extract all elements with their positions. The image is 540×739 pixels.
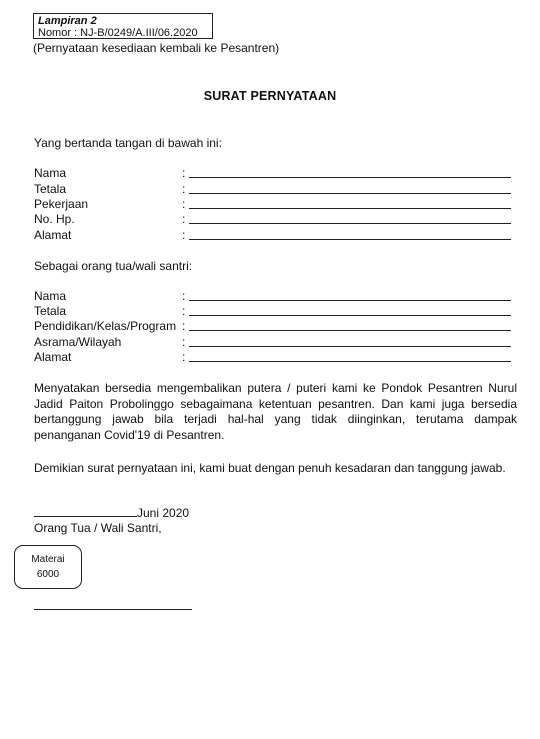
field-colon: :: [182, 350, 186, 364]
fill-line[interactable]: [189, 330, 511, 331]
document-number: Nomor : NJ-B/0249/A.III/06.2020: [38, 27, 198, 39]
form-row: [34, 182, 511, 197]
field-colon: :: [182, 304, 186, 318]
attachment-label: Lampiran 2: [38, 15, 97, 27]
field-label: Nama: [34, 289, 67, 303]
date-line: [34, 505, 189, 520]
guardian-intro: Sebagai orang tua/wali santri:: [34, 259, 193, 273]
form-row: [34, 350, 511, 365]
field-colon: :: [182, 166, 186, 180]
field-label: Pekerjaan: [34, 197, 89, 211]
fill-line[interactable]: [189, 346, 511, 347]
signature-line[interactable]: [34, 609, 192, 610]
field-label: Nama: [34, 166, 67, 180]
signer-role: Orang Tua / Wali Santri,: [34, 521, 162, 535]
field-colon: :: [182, 182, 186, 196]
form-row: [34, 166, 511, 181]
fill-line[interactable]: [189, 239, 511, 240]
field-label: No. Hp.: [34, 212, 75, 226]
fill-line[interactable]: [189, 193, 511, 194]
field-label: Pendidikan/Kelas/Program: [34, 319, 177, 333]
field-colon: :: [182, 335, 186, 349]
stamp-value: 6000: [36, 569, 60, 580]
form-row: [34, 228, 511, 243]
field-colon: :: [182, 197, 186, 211]
form-row: [34, 212, 511, 227]
form-row: [34, 289, 511, 304]
fill-line[interactable]: [189, 177, 511, 178]
field-label: Tetala: [34, 304, 67, 318]
stamp-label: Materai: [31, 554, 65, 565]
closing-paragraph: Demikian surat pernyataan ini, kami buat dengan penuh kesadaran dan tanggung jawab.: [34, 461, 506, 475]
fill-line[interactable]: [189, 361, 511, 362]
fill-line[interactable]: [189, 315, 511, 316]
attachment-box: [33, 13, 213, 39]
form-row: [34, 335, 511, 350]
field-label: Alamat: [34, 350, 72, 364]
field-label: Tetala: [34, 182, 67, 196]
field-label: Alamat: [34, 228, 72, 242]
intro-text: Yang bertanda tangan di bawah ini:: [34, 136, 222, 150]
fill-line[interactable]: [189, 223, 511, 224]
date-blank[interactable]: [34, 505, 137, 517]
field-colon: :: [182, 228, 186, 242]
fill-line[interactable]: [189, 300, 511, 301]
form-row: [34, 304, 511, 319]
field-colon: :: [182, 319, 186, 333]
document-title: SURAT PERNYATAAN: [203, 89, 337, 103]
fill-line[interactable]: [189, 208, 511, 209]
form-row: [34, 197, 511, 212]
field-colon: :: [182, 289, 186, 303]
form-row: [34, 319, 511, 334]
date-suffix: Juni 2020: [137, 506, 190, 520]
statement-paragraph: Menyatakan bersedia mengembalikan putera / puteri kami ke Pondok Pesantren Nurul Jadid Paiton Probolinggo sebagaimana ketentuan pesantren. Dan kami juga bersedia bertanggung jawab bila terjadi hal-hal yang tidak diinginkan, terutama dampak penanganan Covid'19 di Pesantren.: [34, 381, 517, 442]
stamp-box: [14, 545, 82, 589]
field-label: Asrama/Wilayah: [34, 335, 122, 349]
attachment-note: (Pernyataan kesediaan kembali ke Pesantren): [33, 41, 280, 55]
field-colon: :: [182, 212, 186, 226]
